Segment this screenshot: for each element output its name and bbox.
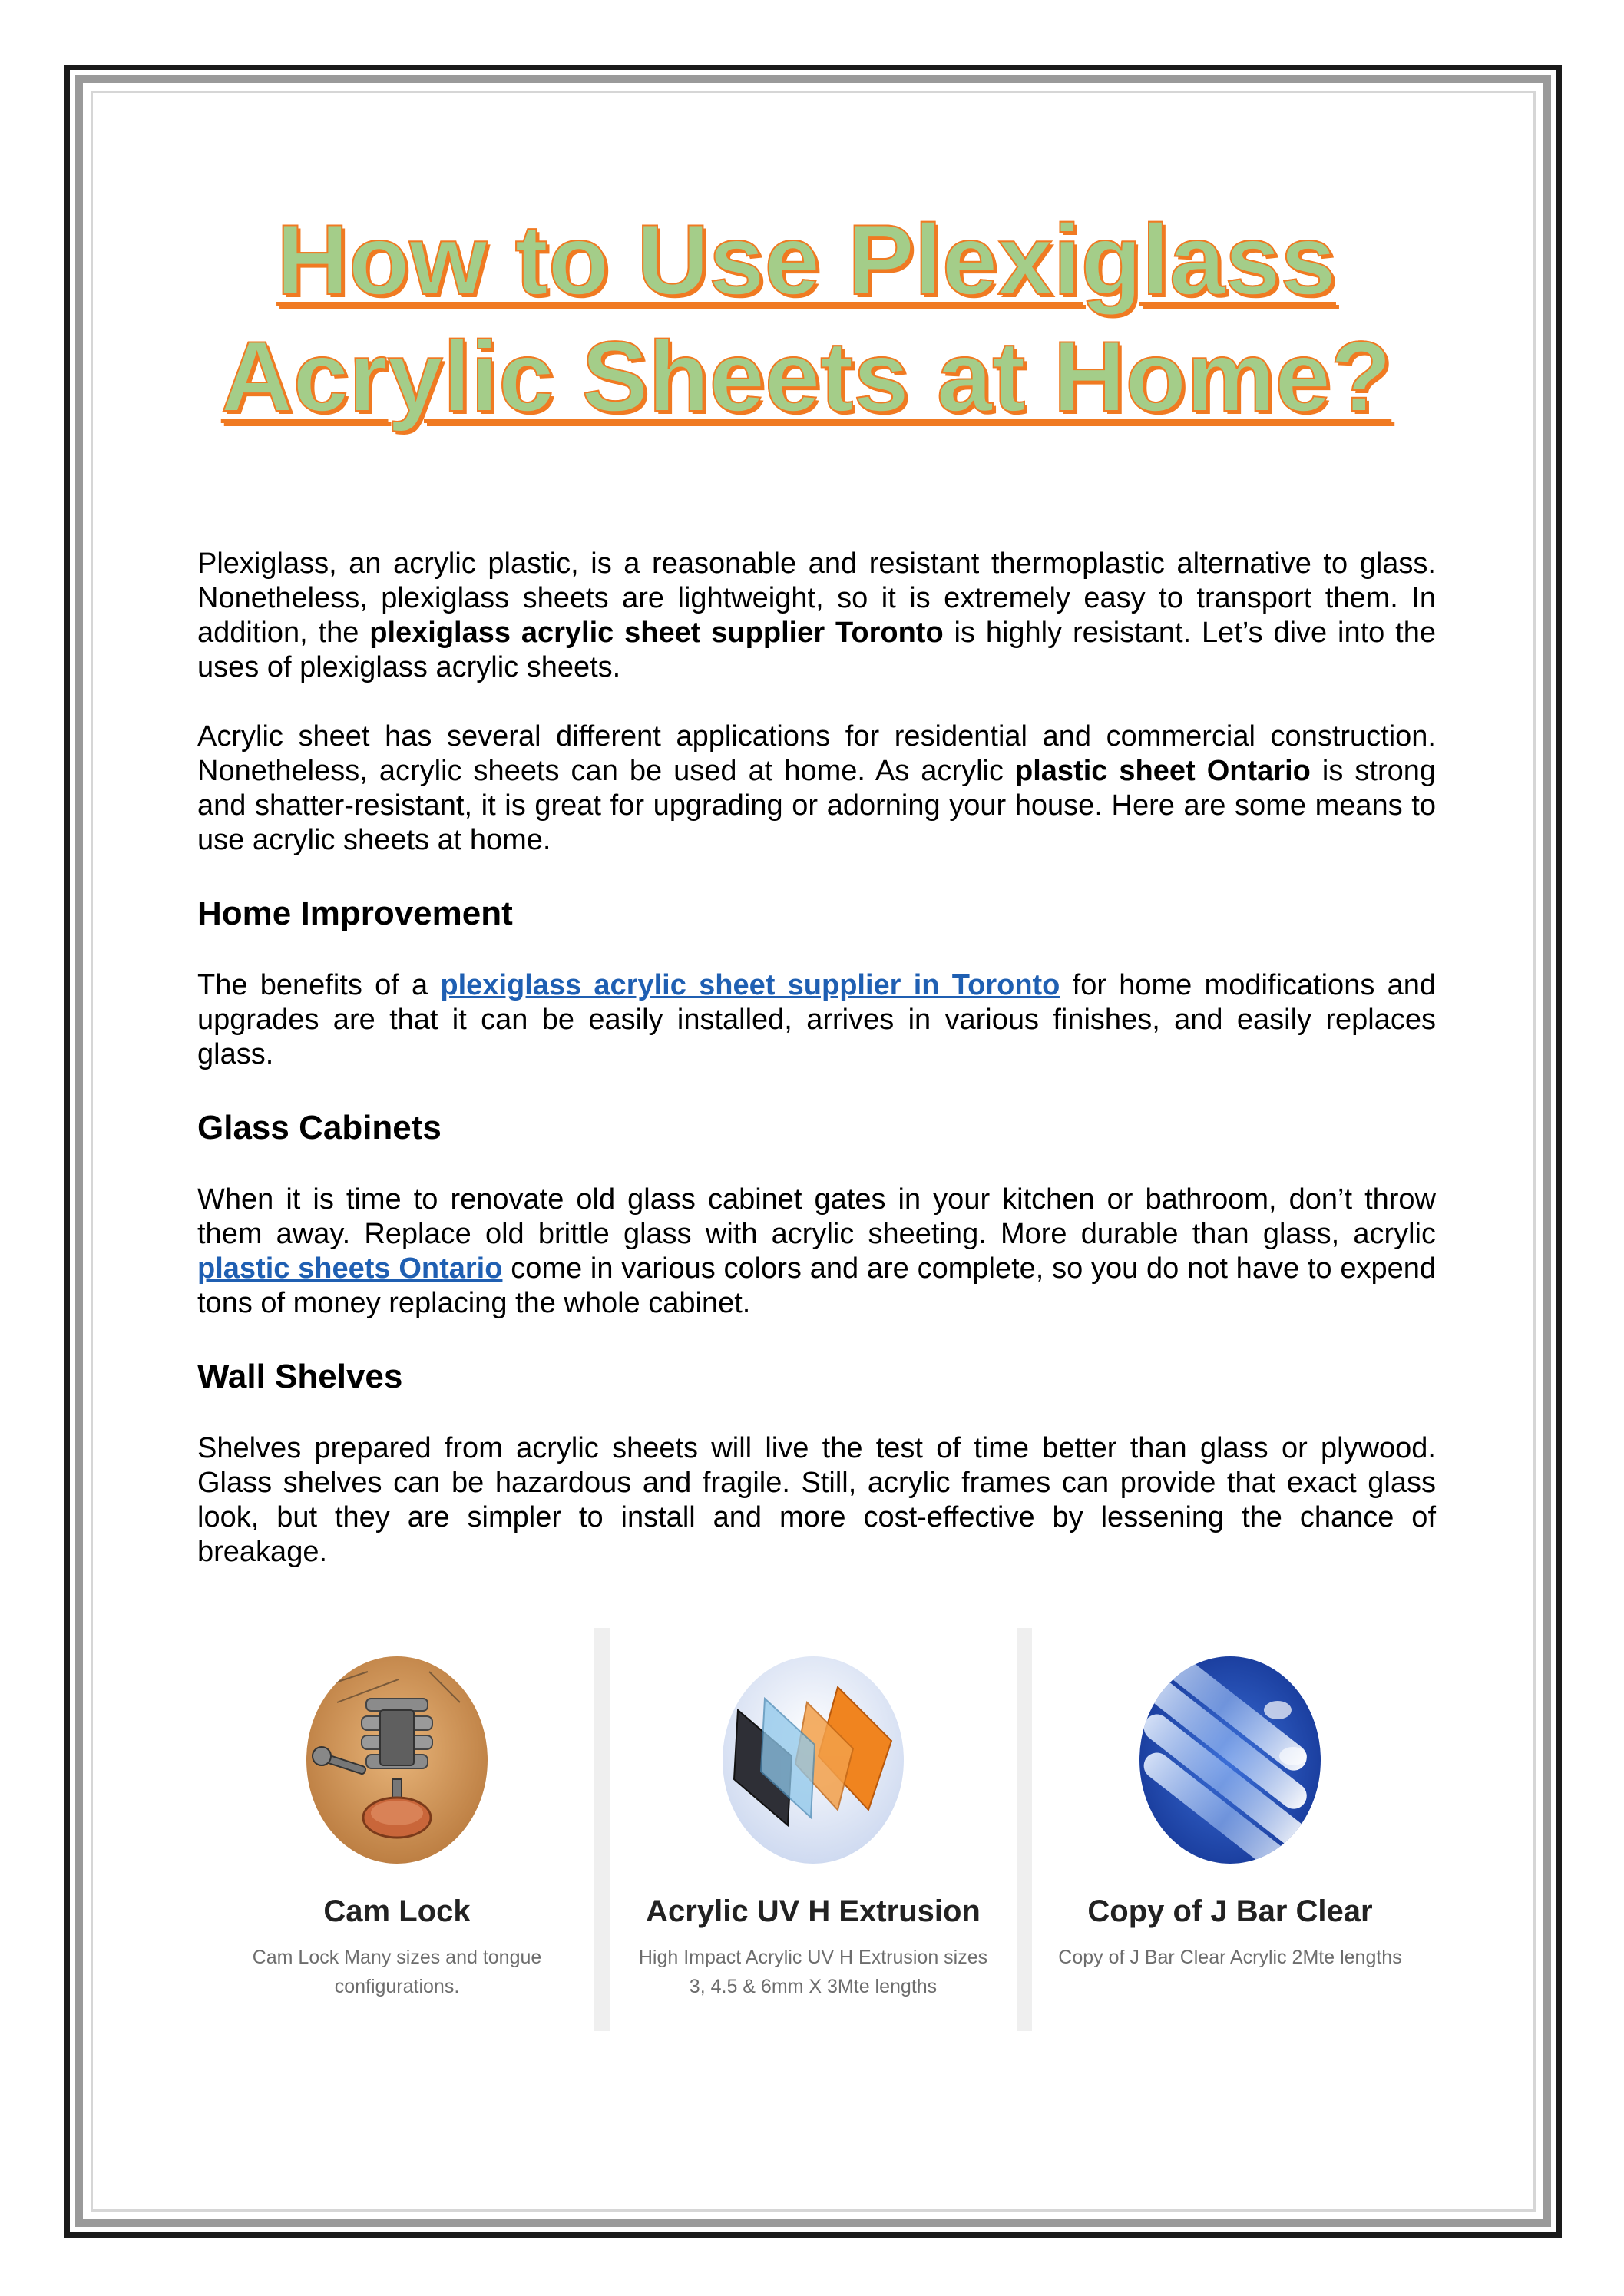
- page-title-line-2: Acrylic Sheets at Home?: [220, 320, 1392, 432]
- text-run: The benefits of a: [197, 969, 441, 1001]
- text-run: When it is time to renovate old glass cabinet gates in your kitchen or bathroom, don’t throw them away. Replace old brittle glass with acrylic sheeting. More durable than glass, acrylic: [197, 1183, 1436, 1250]
- home-improvement-paragraph: [197, 968, 1436, 1072]
- product-name: Cam Lock: [323, 1894, 471, 1928]
- product-description: High Impact Acrylic UV H Extrusion sizes 3, 4.5 & 6mm X 3Mte lengths: [638, 1947, 988, 1997]
- intro-paragraph-1: [197, 547, 1436, 685]
- acrylic-extrusion-icon: [723, 1656, 904, 1864]
- heading-glass-cabinets: Glass Cabinets: [197, 1109, 442, 1146]
- text-run: come in various colors and are complete, so you do not have to expend tons of money replacing the whole cabinet.: [197, 1252, 1436, 1319]
- page-title-line-1: How to Use Plexiglass: [276, 203, 1336, 316]
- product-description: Cam Lock Many sizes and tongue configurations.: [252, 1947, 542, 1997]
- product-card-cam-lock[interactable]: [200, 1628, 594, 2031]
- text-run: is highly resistant. Let’s dive into the uses of plexiglass acrylic sheets.: [197, 617, 1436, 683]
- product-card-j-bar-clear[interactable]: [1032, 1628, 1428, 2031]
- product-card-acrylic-uv-h-extrusion[interactable]: [610, 1628, 1017, 2031]
- product-cards: [200, 1628, 1428, 2031]
- text-run: for home modifications and upgrades are that it can be easily installed, arrives in various finishes, and easily replaces glass.: [197, 969, 1436, 1070]
- heading-wall-shelves: Wall Shelves: [197, 1358, 403, 1395]
- card-divider: [594, 1628, 610, 2031]
- bold-keyword: plexiglass acrylic sheet supplier Toronto: [369, 617, 944, 649]
- text-run: is strong and shatter-resistant, it is great for upgrading or adorning your house. Here are some means to use acrylic sheets at home.: [197, 755, 1436, 856]
- supplier-toronto-link[interactable]: plexiglass acrylic sheet supplier in Toronto: [440, 969, 1060, 1001]
- wall-shelves-paragraph: Shelves prepared from acrylic sheets will live the test of time better than glass or plywood. Glass shelves can be hazardous and fragile. Still, acrylic frames can provide that exact glass look, but they are simpler to install and more cost-effective by lessening the chance of breakage.: [197, 1432, 1436, 1568]
- text-run: Plexiglass, an acrylic plastic, is a reasonable and resistant thermoplastic alternative to glass. Nonetheless, plexiglass sheets are lightweight, so it is extremely easy to transport them. In addition, the: [197, 548, 1436, 649]
- page-title: [154, 201, 1459, 435]
- bold-keyword: plastic sheet Ontario: [1015, 755, 1311, 787]
- heading-home-improvement: Home Improvement: [197, 895, 513, 932]
- clear-rods-icon: [1139, 1656, 1321, 1864]
- glass-cabinets-paragraph: [197, 1183, 1436, 1321]
- text-run: Acrylic sheet has several different applications for residential and commercial construction. Nonetheless, acrylic sheets can be used at home. As acrylic: [197, 720, 1436, 787]
- product-name: Copy of J Bar Clear: [1087, 1894, 1373, 1928]
- article-body: [197, 547, 1436, 1570]
- product-description: Copy of J Bar Clear Acrylic 2Mte lengths: [1058, 1947, 1402, 1968]
- cam-lock-icon: [306, 1656, 488, 1864]
- card-divider: [1017, 1628, 1032, 2031]
- product-name: Acrylic UV H Extrusion: [646, 1894, 981, 1928]
- plastic-sheets-ontario-link[interactable]: plastic sheets Ontario: [197, 1252, 503, 1285]
- intro-paragraph-2: [197, 720, 1436, 858]
